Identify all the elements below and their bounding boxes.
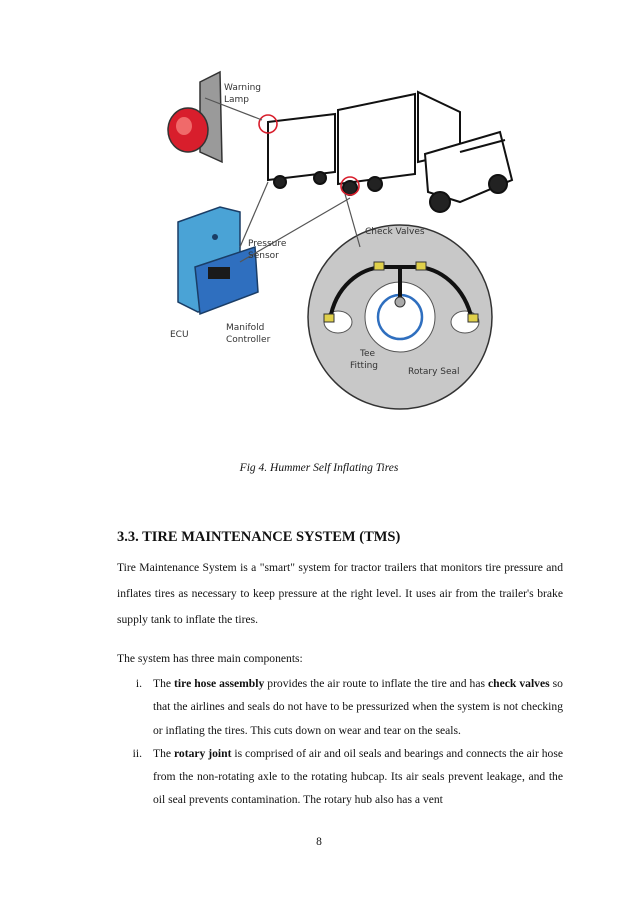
label-pressure-sensor-2: Sensor (248, 251, 279, 261)
section-heading: 3.3. TIRE MAINTENANCE SYSTEM (TMS) (117, 529, 401, 545)
label-manifold-1: Manifold (226, 323, 265, 333)
figure-caption: Fig 4. Hummer Self Inflating Tires (239, 462, 399, 474)
list-marker: i. (135, 677, 142, 690)
label-manifold-2: Controller (226, 335, 271, 345)
paragraph-components: The system has three main components: (117, 652, 303, 665)
list-item: i. The tire hose assembly provides the air route to inflate the tire and has check valves so that the airlines and seals do not have to be pressurized when the system is not checking or inflating the tires. This cuts down on wear and tear on the seals. (117, 672, 563, 742)
label-tee-1: Tee (360, 349, 376, 359)
list-marker: ii. (132, 746, 142, 760)
figure-diagram (160, 62, 520, 422)
components-list (117, 672, 563, 812)
label-warning-lamp-1: Warning (224, 83, 262, 93)
truck-icon (268, 92, 512, 212)
label-rotary-seal: Rotary Seal (408, 367, 460, 377)
warning-lamp-icon (168, 72, 222, 162)
label-warning-lamp-2: Lamp (224, 95, 250, 105)
list-item: ii. The rotary joint is comprised of air and oil seals and bearings and connects the air hose from the non-rotating axle to the rotating hubcap. Its air seals prevent leakage, and the oil seal prevents contamination. The rotary hub also has a vent (117, 742, 563, 812)
label-tee-2: Fitting (350, 361, 378, 371)
label-pressure-sensor-1: Pressure (248, 239, 287, 249)
label-ecu: ECU (170, 330, 189, 340)
manifold-controller-icon (178, 207, 258, 314)
page-number: 8 (316, 836, 322, 848)
paragraph-intro: Tire Maintenance System is a "smart" system for tractor trailers that monitors tire pressure and inflates tires as necessary to keep pressure at the right level. It uses air from the trailer's brake supply tank to inflate the tires. (117, 561, 563, 626)
hub-detail-icon (308, 225, 492, 409)
label-check-valves: Check Valves (365, 227, 425, 237)
